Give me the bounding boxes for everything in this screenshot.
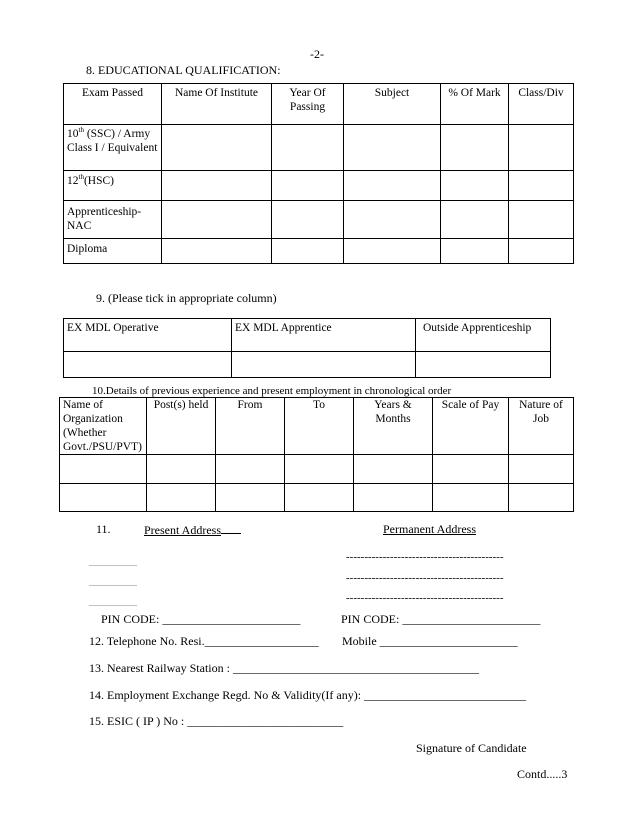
pin-code-present[interactable]: PIN CODE: _______________________ [101, 612, 301, 626]
header-percent-of-mark: % Of Mark [441, 84, 509, 125]
employment-exchange-field[interactable]: 14. Employment Exchange Regd. No & Validity(If any): ___________________________ [89, 688, 527, 702]
cell-input[interactable] [354, 484, 433, 512]
experience-header-row [60, 398, 574, 455]
cell-input[interactable] [441, 171, 509, 201]
header-outside-apprenticeship: Outside Apprenticeship [416, 319, 551, 352]
row-label-apprenticeship: Apprenticeship-NAC [64, 201, 162, 239]
header-years-months: Years & Months [354, 398, 433, 455]
cell-input[interactable] [433, 484, 509, 512]
telephone-field[interactable]: 12. Telephone No. Resi.___________________ [89, 634, 319, 648]
section-9-title: 9. (Please tick in appropriate column) [96, 291, 277, 305]
cell-input[interactable] [441, 201, 509, 239]
permanent-address-line-2[interactable]: ------------------------------------------- [346, 572, 504, 584]
cell-input[interactable] [272, 171, 344, 201]
cell-input[interactable] [162, 239, 272, 264]
cell-input[interactable] [272, 201, 344, 239]
header-scale-of-pay: Scale of Pay [433, 398, 509, 455]
header-exam-passed: Exam Passed [64, 84, 162, 125]
esic-field[interactable]: 15. ESIC ( IP ) No : __________________________ [89, 714, 344, 728]
section-10-title: 10.Details of previous experience and present employment in chronological order [92, 385, 452, 397]
mobile-field[interactable]: Mobile _______________________ [342, 634, 518, 648]
header-year-of-passing: Year Of Passing [272, 84, 344, 125]
cell-input[interactable] [509, 201, 574, 239]
row-label-12th: 12th(HSC) [64, 171, 162, 201]
present-address-label: Present Address [144, 522, 241, 537]
row-label-10th: 10th (SSC) / Army Class I / Equivalent [64, 125, 162, 171]
present-address-line-2[interactable]: ________ [89, 573, 137, 587]
cell-input[interactable] [344, 125, 441, 171]
header-nature-of-job: Nature of Job [509, 398, 574, 455]
cell-input[interactable] [509, 125, 574, 171]
cell-input[interactable] [162, 171, 272, 201]
tick-table [63, 318, 551, 378]
cell-input[interactable] [344, 201, 441, 239]
cell-input[interactable] [354, 455, 433, 484]
permanent-address-line-3[interactable]: ------------------------------------------- [346, 592, 504, 604]
header-ex-mdl-operative: EX MDL Operative [64, 319, 232, 352]
header-posts-held: Post(s) held [147, 398, 216, 455]
cell-input[interactable] [433, 455, 509, 484]
header-from: From [216, 398, 285, 455]
experience-table [59, 397, 574, 512]
header-ex-mdl-apprentice: EX MDL Apprentice [232, 319, 416, 352]
row-label-diploma: Diploma [64, 239, 162, 264]
section-11-number: 11. [96, 522, 111, 536]
cell-input[interactable] [285, 455, 354, 484]
permanent-address-label: Permanent Address [383, 522, 476, 536]
header-name-of-organization: Name of Organization (Whether Govt./PSU/PVT) [60, 398, 147, 455]
present-address-line-1[interactable]: ________ [89, 553, 137, 567]
continued-label: Contd.....3 [517, 767, 568, 781]
header-class-div: Class/Div [509, 84, 574, 125]
cell-input[interactable] [509, 171, 574, 201]
table-row [60, 455, 574, 484]
cell-input[interactable] [162, 201, 272, 239]
cell-input[interactable] [285, 484, 354, 512]
cell-input[interactable] [441, 125, 509, 171]
cell-input[interactable] [509, 484, 574, 512]
signature-label: Signature of Candidate [416, 741, 527, 755]
railway-station-field[interactable]: 13. Nearest Railway Station : _________________________________________ [89, 661, 479, 675]
cell-input[interactable] [216, 484, 285, 512]
education-table [63, 83, 574, 264]
cell-input[interactable] [162, 125, 272, 171]
cell-input[interactable] [441, 239, 509, 264]
cell-input[interactable] [60, 455, 147, 484]
cell-input[interactable] [509, 455, 574, 484]
table-row [64, 125, 574, 171]
cell-input[interactable] [272, 239, 344, 264]
cell-input[interactable] [216, 455, 285, 484]
table-row [64, 352, 551, 378]
cell-input[interactable] [147, 455, 216, 484]
cell-input[interactable] [147, 484, 216, 512]
tick-cell-apprentice[interactable] [232, 352, 416, 378]
section-8-title: 8. EDUCATIONAL QUALIFICATION: [86, 63, 281, 77]
permanent-address-line-1[interactable]: ------------------------------------------- [346, 551, 504, 563]
table-row [60, 484, 574, 512]
cell-input[interactable] [344, 239, 441, 264]
pin-code-permanent[interactable]: PIN CODE: _______________________ [341, 612, 541, 626]
cell-input[interactable] [344, 171, 441, 201]
cell-input[interactable] [60, 484, 147, 512]
education-header-row [64, 84, 574, 125]
tick-header-row [64, 319, 551, 352]
table-row [64, 201, 574, 239]
tick-cell-outside[interactable] [416, 352, 551, 378]
header-to: To [285, 398, 354, 455]
tick-cell-operative[interactable] [64, 352, 232, 378]
table-row [64, 239, 574, 264]
page-number: -2- [310, 47, 324, 61]
cell-input[interactable] [272, 125, 344, 171]
header-subject: Subject [344, 84, 441, 125]
cell-input[interactable] [509, 239, 574, 264]
table-row [64, 171, 574, 201]
present-address-line-3[interactable]: ________ [89, 593, 137, 607]
header-name-of-institute: Name Of Institute [162, 84, 272, 125]
